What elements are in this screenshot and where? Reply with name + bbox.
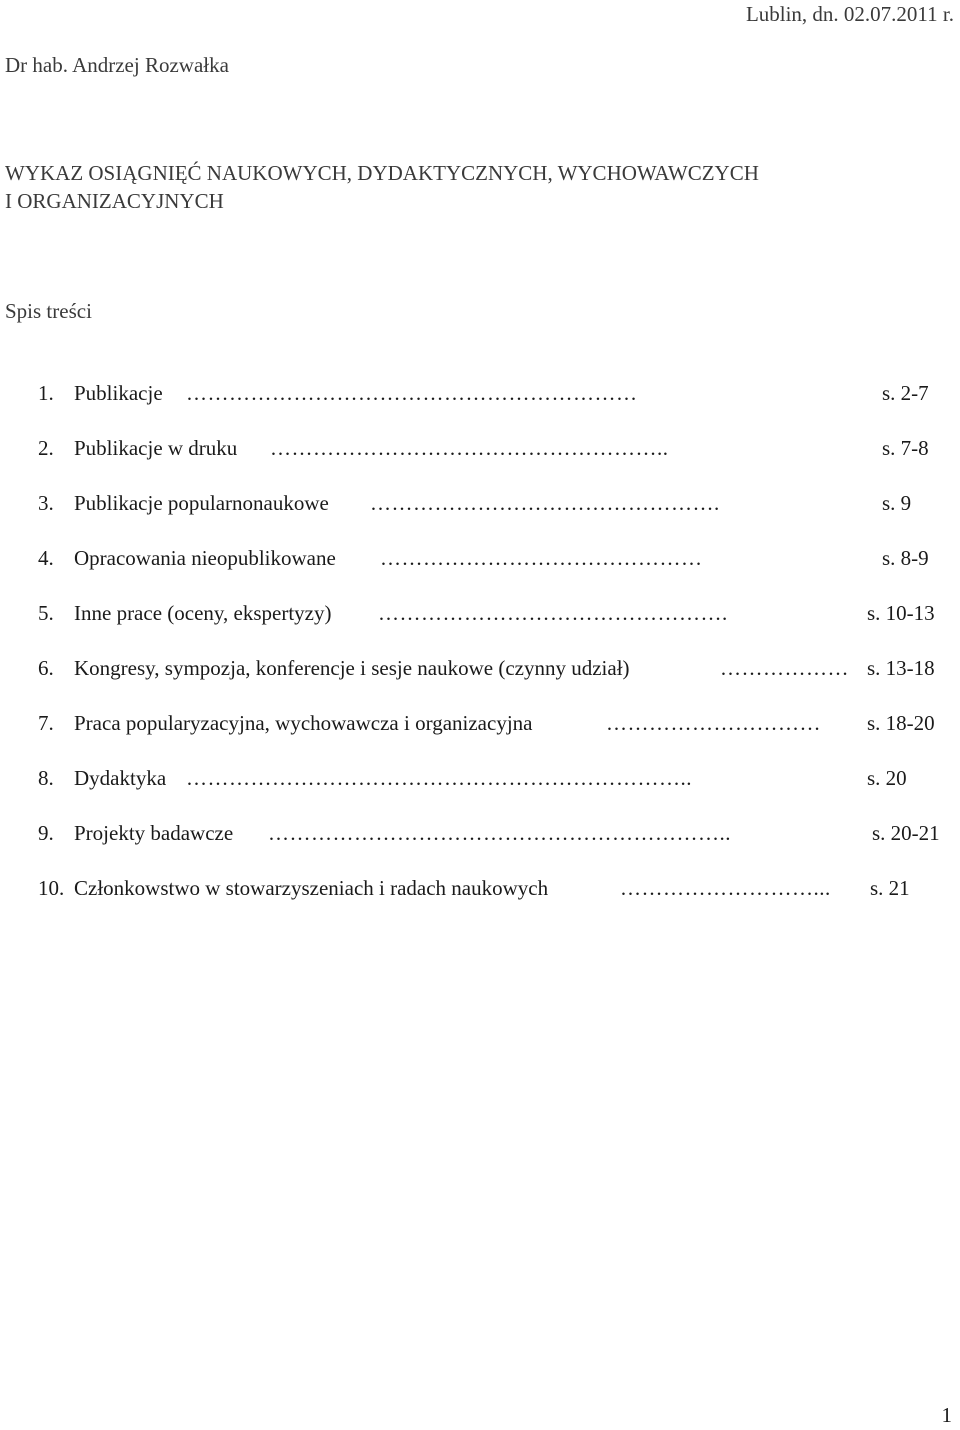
toc-item-page: s. 13-18: [867, 656, 935, 680]
toc-item-title: Opracowania nieopublikowane: [74, 546, 336, 570]
toc-item-number: 1.: [38, 381, 54, 405]
document-title-line-2: I ORGANIZACYJNYCH: [5, 189, 224, 213]
toc-item-title: Kongresy, sympozja, konferencje i sesje naukowe (czynny udział): [74, 656, 630, 680]
toc-item-leader: ………………: [720, 656, 849, 680]
toc-item-page: s. 20-21: [872, 821, 940, 845]
toc-item-page: s. 18-20: [867, 711, 935, 735]
toc-item-leader: ……………………………………………………………..: [186, 766, 692, 790]
toc-item-page: s. 2-7: [882, 381, 929, 405]
toc-item-title: Inne prace (oceny, ekspertyzy): [74, 601, 332, 625]
toc-item-page: s. 8-9: [882, 546, 929, 570]
toc-item-number: 2.: [38, 436, 54, 460]
toc-item-title: Projekty badawcze: [74, 821, 234, 845]
document-title-line-1: WYKAZ OSIĄGNIĘĆ NAUKOWYCH, DYDAKTYCZNYCH, WYCHOWAWCZYCH: [5, 161, 759, 185]
toc-item-number: 8.: [38, 766, 54, 790]
toc-item-leader: ………………………………………: [380, 546, 703, 570]
toc-item-number: 7.: [38, 711, 54, 735]
document-date: Lublin, dn. 02.07.2011 r.: [745, 2, 954, 26]
toc-item-title: Publikacje popularnonaukowe: [74, 491, 329, 515]
toc-item-number: 5.: [38, 601, 54, 625]
toc-item-title: Dydaktyka: [74, 766, 167, 790]
toc-item-number: 6.: [38, 656, 54, 680]
toc-item-number: 4.: [38, 546, 54, 570]
toc-item-page: s. 10-13: [867, 601, 935, 625]
toc-item-page: s. 9: [882, 491, 912, 515]
toc-item-number: 9.: [38, 821, 54, 845]
toc-item-leader: ………………………………………………..: [270, 436, 669, 460]
toc-item-number: 3.: [38, 491, 54, 515]
toc-item-page: s. 21: [870, 876, 910, 900]
toc-item-leader: ………………………...: [620, 876, 831, 900]
toc-item-leader: …………………………: [606, 711, 821, 735]
toc-item-leader: ………………………………………….: [378, 601, 728, 625]
toc-item-number: 10.: [38, 876, 65, 900]
toc-item-title: Członkowstwo w stowarzyszeniach i radach naukowych: [74, 876, 549, 900]
toc-item-page: s. 20: [867, 766, 907, 790]
author-name: Dr hab. Andrzej Rozwałka: [5, 53, 229, 77]
toc-item-title: Publikacje w druku: [74, 436, 238, 460]
toc-item-leader: ………………………………………………………..: [268, 821, 731, 845]
toc-item-leader: ………………………………………………………: [186, 381, 638, 405]
page-number: 1: [941, 1403, 952, 1427]
toc-item-leader: ………………………………………….: [370, 491, 720, 515]
toc-heading: Spis treści: [5, 299, 92, 323]
toc-item-title: Publikacje: [74, 381, 163, 405]
toc-item-title: Praca popularyzacyjna, wychowawcza i organizacyjna: [74, 711, 533, 735]
toc-item-page: s. 7-8: [882, 436, 929, 460]
